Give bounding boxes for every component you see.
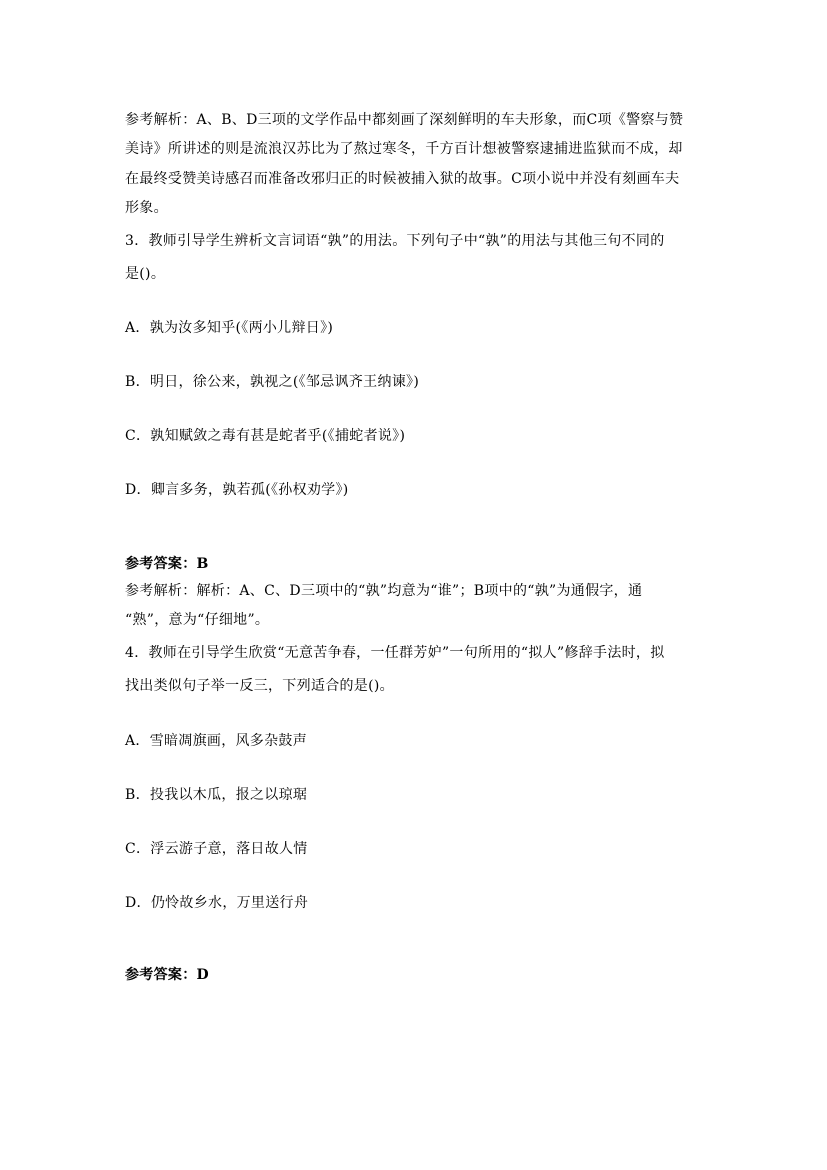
q4-option-d: D．仍怜故乡水，万里送行舟 bbox=[125, 895, 309, 911]
q3-option-d: D．卿言多务，孰若孤(《孙权劝学》) bbox=[125, 482, 349, 498]
q4-option-a: A．雪暗凋旗画，风多杂鼓声 bbox=[125, 733, 308, 749]
q3-stem-line-1: 3．教师引导学生辨析文言词语“孰”的用法。下列句子中“孰”的用法与其他三句不同的 bbox=[125, 233, 665, 249]
q3-option-b: B．明日，徐公来，孰视之(《邹忌讽齐王纳谏》) bbox=[125, 374, 420, 390]
q3-option-a: A．孰为汝多知乎(《两小儿辩日》) bbox=[125, 320, 334, 336]
q4-stem-line-2: 找出类似句子举一反三，下列适合的是()。 bbox=[125, 678, 394, 694]
q4-option-b: B．投我以木瓜，报之以琼琚 bbox=[125, 787, 308, 803]
q4-stem-line-1: 4．教师在引导学生欣赏“无意苦争春，一任群芳妒”一句所用的“拟人”修辞手法时，拟 bbox=[125, 645, 665, 661]
q3-analysis-line-1: 参考解析：解析：A、C、D三项中的“孰”均意为“谁”；B项中的“孰”为通假字，通 bbox=[125, 583, 643, 599]
q2-analysis-line-4: 形象。 bbox=[125, 200, 168, 216]
q2-analysis-line-1: 参考解析：A、B、D三项的文学作品中都刻画了深刻鲜明的车夫形象，而C项《警察与赞 bbox=[125, 112, 684, 128]
q3-option-c: C．孰知赋敛之毒有甚是蛇者乎(《捕蛇者说》) bbox=[125, 428, 406, 444]
q3-answer: 参考答案：B bbox=[125, 556, 209, 572]
q4-answer: 参考答案：D bbox=[125, 967, 209, 983]
q3-analysis-line-2: “熟”，意为“仔细地”。 bbox=[125, 612, 270, 628]
q2-analysis-line-2: 美诗》所讲述的则是流浪汉苏比为了熬过寒冬，千方百计想被警察逮捕进监狱而不成，却 bbox=[125, 141, 683, 157]
q2-analysis-line-3: 在最终受赞美诗感召而准备改邪归正的时候被捕入狱的故事。C项小说中并没有刻画车夫 bbox=[125, 171, 680, 187]
q4-option-c: C．浮云游子意，落日故人情 bbox=[125, 841, 308, 857]
q3-stem-line-2: 是()。 bbox=[125, 266, 166, 282]
